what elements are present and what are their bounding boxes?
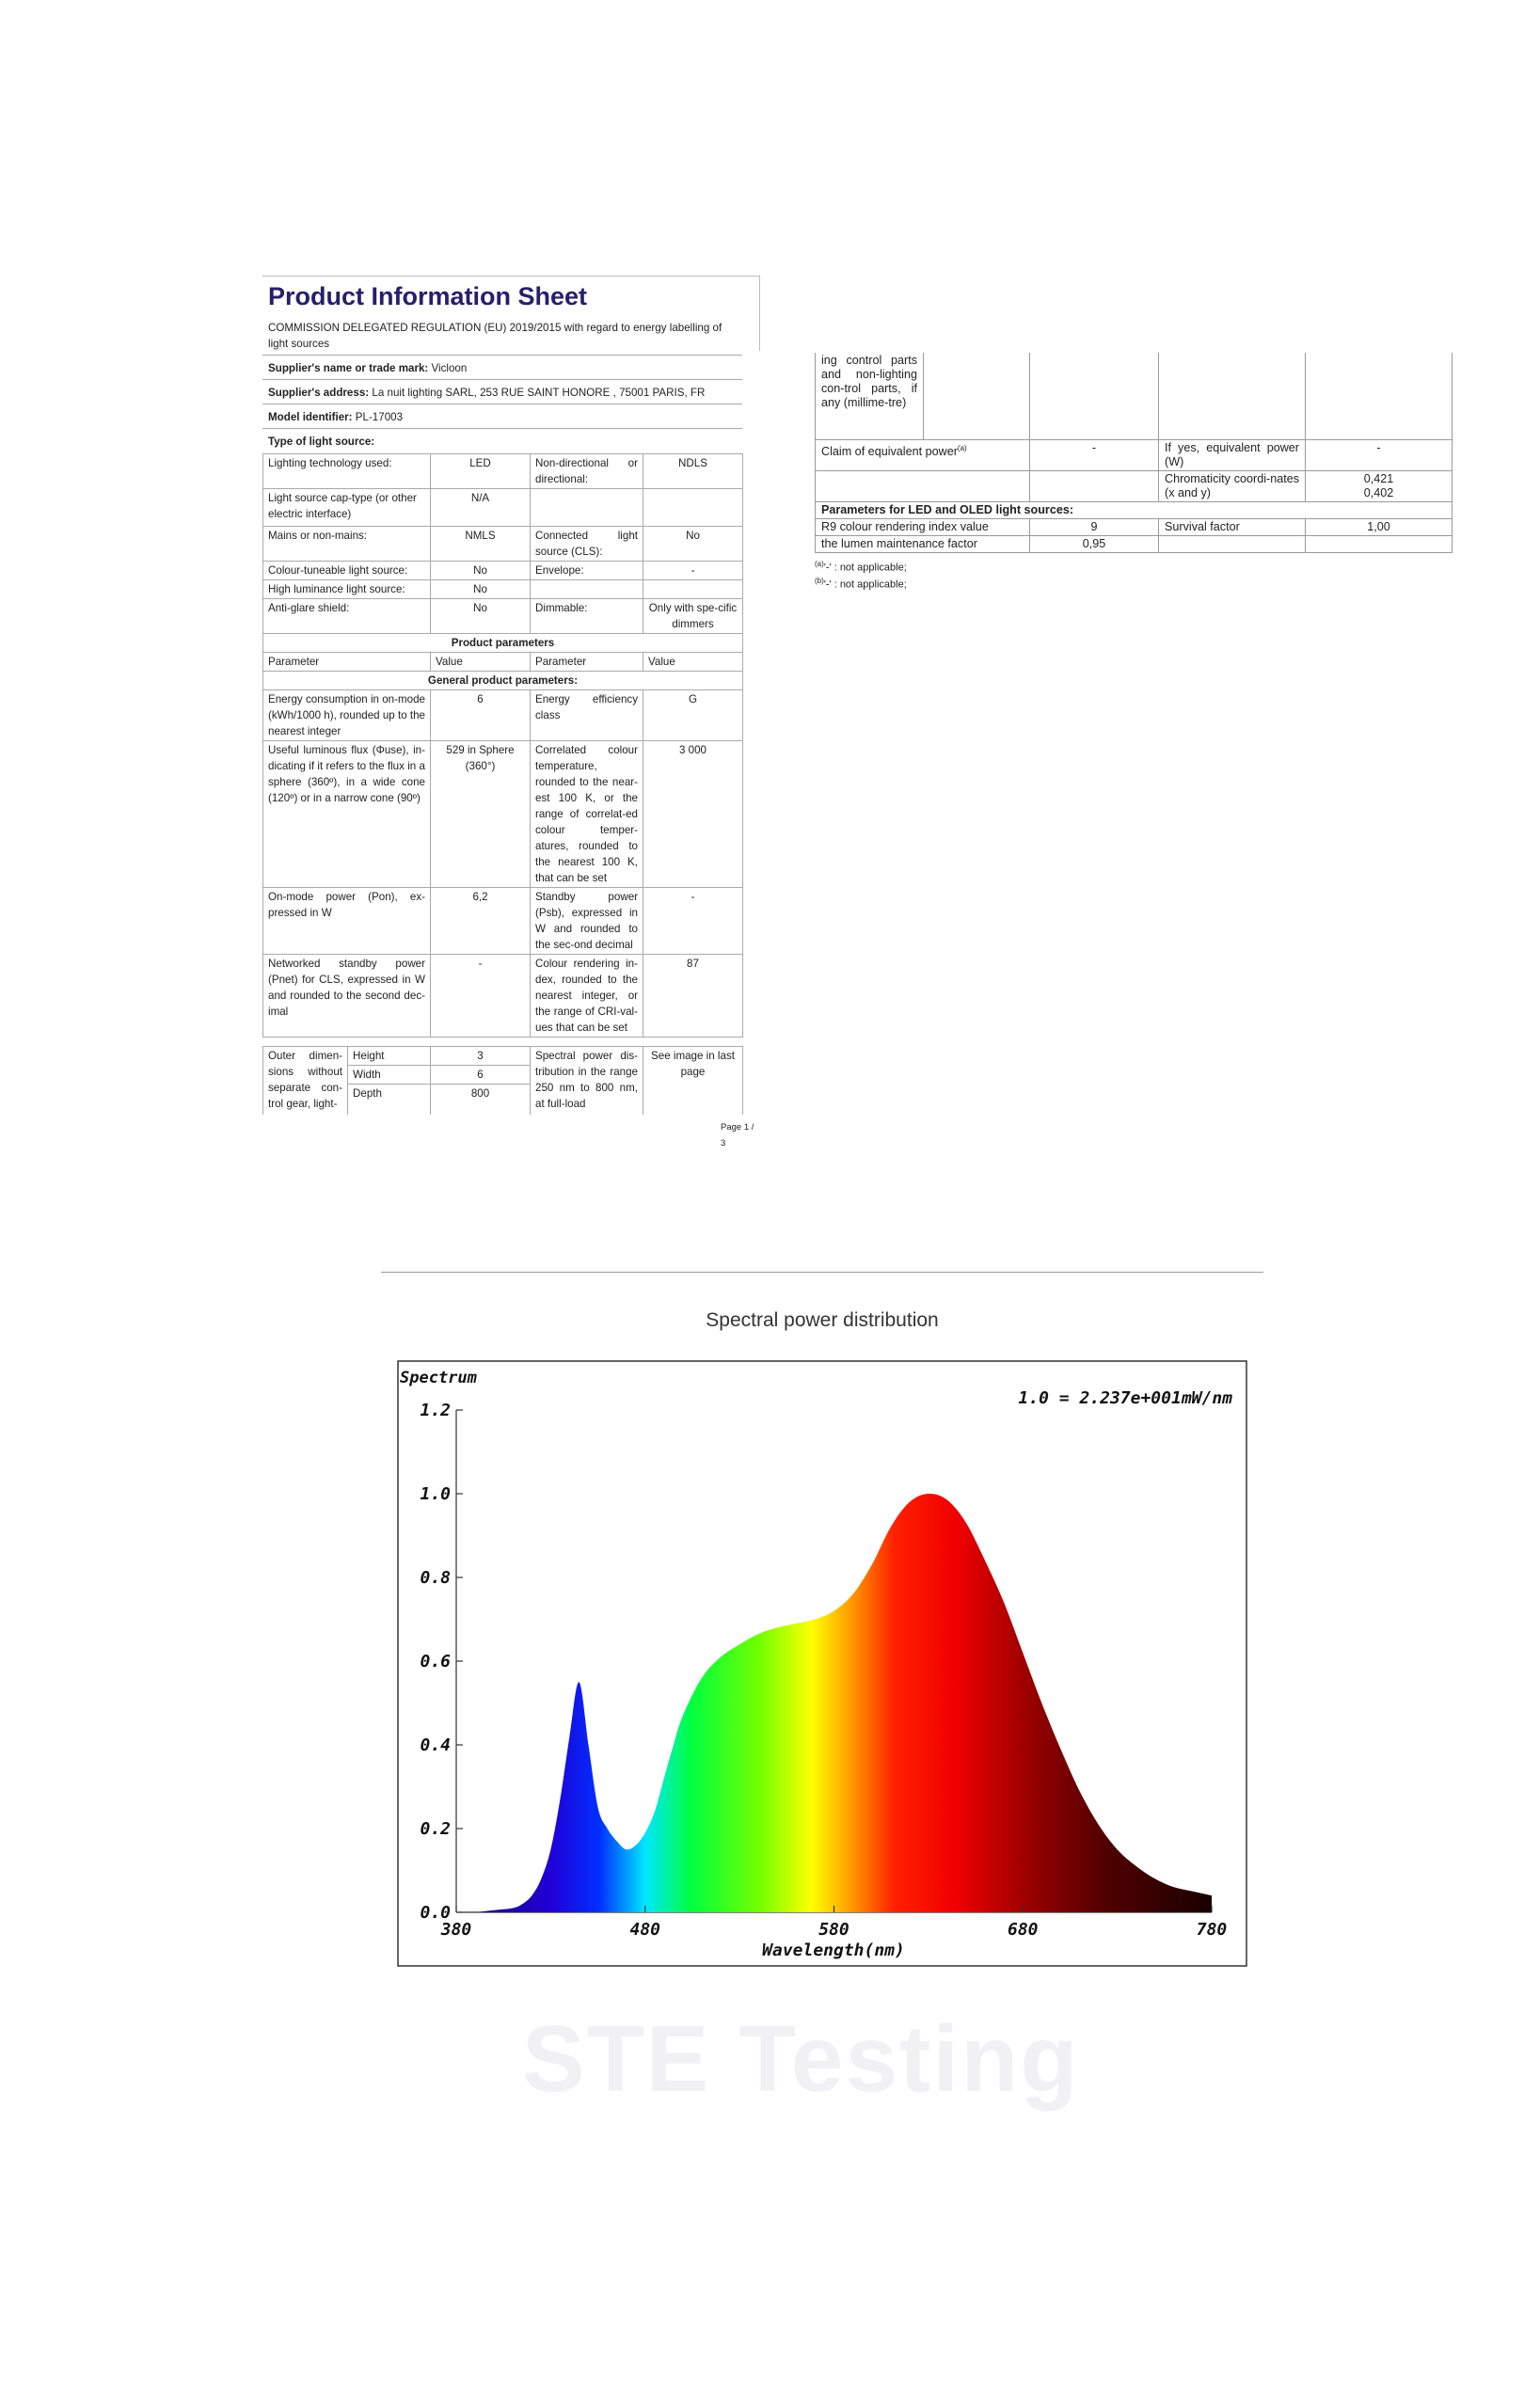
type-table <box>262 453 743 1038</box>
type-value: NDLS <box>643 454 743 489</box>
empty-cell <box>1306 353 1453 440</box>
footnote-text: '-' : not applicable; <box>823 578 907 591</box>
y-tick-label: 0.8 <box>420 1568 451 1588</box>
param-value: - <box>643 888 743 955</box>
supplier-name-label: Supplier's name or trade mark: <box>268 362 429 374</box>
type-value: No <box>431 562 531 580</box>
footnote-mark: (b) <box>815 577 824 585</box>
param-label: Useful luminous flux (Φuse), in-dicating if it refers to the flux in a sphere (360º), in a wide cone (120º) or in a narrow cone (90º) <box>263 741 431 888</box>
type-param: Envelope: <box>531 562 643 580</box>
supplier-name-row <box>268 360 467 376</box>
table-row <box>263 599 743 634</box>
supplier-address-label: Supplier's address: <box>268 387 370 399</box>
empty-cell <box>1030 471 1159 502</box>
led-parameters-header: Parameters for LED and OLED light sources: <box>816 502 1453 519</box>
x-tick-label: 680 <box>1007 1920 1039 1940</box>
column-header: Parameter <box>531 653 643 672</box>
x-tick-label: 380 <box>440 1920 472 1940</box>
if-yes-label: If yes, equivalent power (W) <box>1159 440 1306 471</box>
table-row <box>816 536 1453 553</box>
type-value <box>643 489 743 527</box>
type-param: Lighting technology used: <box>263 454 431 489</box>
param-value: 87 <box>643 955 743 1038</box>
empty-cell <box>1306 536 1453 553</box>
table-row <box>263 1047 743 1066</box>
footnote-text: '-' : not applicable; <box>823 562 907 574</box>
spectrum-chart <box>381 1272 1263 2114</box>
param-label: Colour rendering in-dex, rounded to the nearest integer, or the range of CRI-val-ues that can be set <box>531 955 643 1038</box>
y-tick-label: 0.4 <box>420 1735 451 1755</box>
r9-value: 9 <box>1030 519 1159 536</box>
table-row <box>263 888 743 955</box>
table-row <box>263 741 743 888</box>
empty-cell <box>924 353 1030 440</box>
chromaticity-x: 0,421 <box>1363 472 1394 485</box>
dimension-name: Width <box>348 1066 431 1085</box>
x-tick-label: 480 <box>629 1920 661 1940</box>
type-param: Anti-glare shield: <box>263 599 431 634</box>
footnote-mark: (a) <box>957 444 967 452</box>
param-label: Energy efficiency class <box>531 690 643 741</box>
empty-cell <box>1159 353 1306 440</box>
table-row <box>263 653 743 672</box>
footnote-mark: (a) <box>815 560 824 568</box>
param-value: 6 <box>431 690 531 741</box>
type-param: Non-directional or directional: <box>531 454 643 489</box>
x-tick-label: 780 <box>1196 1920 1228 1940</box>
table-row <box>816 519 1453 536</box>
type-value: No <box>643 527 743 562</box>
column-header: Value <box>643 653 743 672</box>
type-label: Type of light source: <box>268 436 375 448</box>
continuation-table <box>815 353 1453 553</box>
model-identifier: PL-17003 <box>355 411 404 423</box>
product-parameters-header: Product parameters <box>263 634 743 653</box>
type-value: N/A <box>431 489 531 527</box>
divider <box>262 428 742 429</box>
divider <box>262 379 742 380</box>
type-value: - <box>643 562 743 580</box>
spd-label: Spectral power dis-tribution in the range 250 nm to 800 nm, at full-load <box>531 1047 643 1116</box>
param-value: 3 000 <box>643 741 743 888</box>
regulation-subtitle: COMMISSION DELEGATED REGULATION (EU) 2019/2015 with regard to energy labelling of light sources <box>268 322 722 350</box>
type-value: No <box>431 599 531 634</box>
model-label: Model identifier: <box>268 411 353 423</box>
r9-label: R9 colour rendering index value <box>816 519 1030 536</box>
page-number: Page 1 / 3 <box>721 1122 754 1149</box>
table-row <box>263 690 743 741</box>
table-row <box>263 634 743 653</box>
supplier-address: La nuit lighting SARL, 253 RUE SAINT HONORE , 75001 PARIS, FR <box>372 387 706 399</box>
param-value: - <box>431 955 531 1038</box>
dimension-name: Height <box>348 1047 431 1066</box>
type-value: Only with spe-cific dimmers <box>643 599 743 634</box>
survival-factor-value: 1,00 <box>1306 519 1453 536</box>
type-param <box>531 489 643 527</box>
type-param: Dimmable: <box>531 599 643 634</box>
if-yes-value: - <box>1306 440 1453 471</box>
column-header: Parameter <box>263 653 431 672</box>
empty-cell <box>1159 536 1306 553</box>
sheet-right-border <box>759 276 760 351</box>
chromaticity-value <box>1306 471 1453 502</box>
y-tick-label: 1.2 <box>420 1401 451 1420</box>
table-row <box>263 580 743 599</box>
table-row <box>263 672 743 690</box>
table-row <box>263 454 743 489</box>
footnote-a <box>815 557 907 576</box>
supplier-name: Vicloon <box>431 362 468 374</box>
type-param: Mains or non-mains: <box>263 527 431 562</box>
table-row <box>263 527 743 562</box>
supplier-address-row <box>268 385 705 401</box>
param-label: On-mode power (Pon), ex-pressed in W <box>263 888 431 955</box>
chromaticity-y: 0,402 <box>1363 486 1394 499</box>
dimension-value: 6 <box>431 1066 531 1085</box>
chart-title: Spectral power distribution <box>706 1309 939 1331</box>
type-value <box>643 580 743 599</box>
claim-text: Claim of equivalent power <box>821 445 958 459</box>
lumen-maintenance-value: 0,95 <box>1030 536 1159 553</box>
type-param: Light source cap-type (or other electric interface) <box>263 489 431 527</box>
table-row <box>263 562 743 580</box>
sheet-title: Product Information Sheet <box>268 282 588 310</box>
param-value: 6,2 <box>431 888 531 955</box>
table-row <box>816 502 1453 519</box>
table-row <box>816 353 1453 440</box>
y-tick-label: 0.2 <box>420 1819 451 1839</box>
product-information-sheet <box>262 276 760 1149</box>
dimensions-table <box>262 1046 743 1115</box>
spectral-chart-section <box>381 1272 1263 2114</box>
param-value: G <box>643 690 743 741</box>
type-param <box>531 580 643 599</box>
dimension-value: 800 <box>431 1085 531 1116</box>
type-param: High luminance light source: <box>263 580 431 599</box>
spd-value: See image in last page <box>643 1047 743 1116</box>
outer-dimensions-label: Outer dimen-sions without separate con-trol gear, light- <box>263 1047 348 1116</box>
type-param: Connected light source (CLS): <box>531 527 643 562</box>
footnote-b <box>815 574 907 593</box>
sheet-top-border <box>262 276 760 277</box>
lumen-maintenance-label: the lumen maintenance factor <box>816 536 1030 553</box>
type-value: NMLS <box>431 527 531 562</box>
column-header: Value <box>431 653 531 672</box>
divider <box>262 355 742 356</box>
watermark: STE Testing <box>522 2006 1080 2112</box>
claim-equivalent-label <box>816 440 1030 471</box>
x-tick-label: 580 <box>818 1920 849 1940</box>
survival-factor-label: Survival factor <box>1159 519 1306 536</box>
y-tick-label: 0.6 <box>420 1652 451 1671</box>
scale-annotation: 1.0 = 2.237e+001mW/nm <box>1018 1388 1232 1408</box>
table-row <box>263 489 743 527</box>
param-label: Networked standby power (Pnet) for CLS, expressed in W and rounded to the second dec-imal <box>263 955 431 1038</box>
y-tick-label: 1.0 <box>420 1484 451 1504</box>
param-label: Correlated colour temperature, rounded to the near-est 100 K, or the range of correlat-ed colour temper-atures, rounded to the nearest 100 K, that can be set <box>531 741 643 888</box>
control-parts-label: ing control parts and non-lighting con-trol parts, if any (millime-tre) <box>816 353 924 440</box>
table-row <box>263 955 743 1038</box>
type-param: Colour-tuneable light source: <box>263 562 431 580</box>
type-header-row <box>268 434 374 450</box>
empty-cell <box>816 471 1030 502</box>
chromaticity-label: Chromaticity coordi-nates (x and y) <box>1159 471 1306 502</box>
dimension-value: 3 <box>431 1047 531 1066</box>
table-row <box>816 440 1453 471</box>
type-value: No <box>431 580 531 599</box>
dimension-name: Depth <box>348 1085 431 1116</box>
x-axis-label: Wavelength(nm) <box>762 1941 905 1960</box>
table-row <box>816 471 1453 502</box>
param-value: 529 in Sphere (360°) <box>431 741 531 888</box>
model-row <box>268 409 403 425</box>
y-axis-label: Spectrum <box>400 1369 477 1387</box>
type-value: LED <box>431 454 531 489</box>
y-tick-label: 0.0 <box>420 1903 451 1923</box>
param-label: Standby power (Psb), expressed in W and rounded to the sec-ond decimal <box>531 888 643 955</box>
empty-cell <box>1030 353 1159 440</box>
general-parameters-header: General product parameters: <box>263 672 743 690</box>
param-label: Energy consumption in on-mode (kWh/1000 h), rounded up to the nearest integer <box>263 690 431 741</box>
sheet-continuation <box>815 353 1452 591</box>
claim-equivalent-value: - <box>1030 440 1159 471</box>
